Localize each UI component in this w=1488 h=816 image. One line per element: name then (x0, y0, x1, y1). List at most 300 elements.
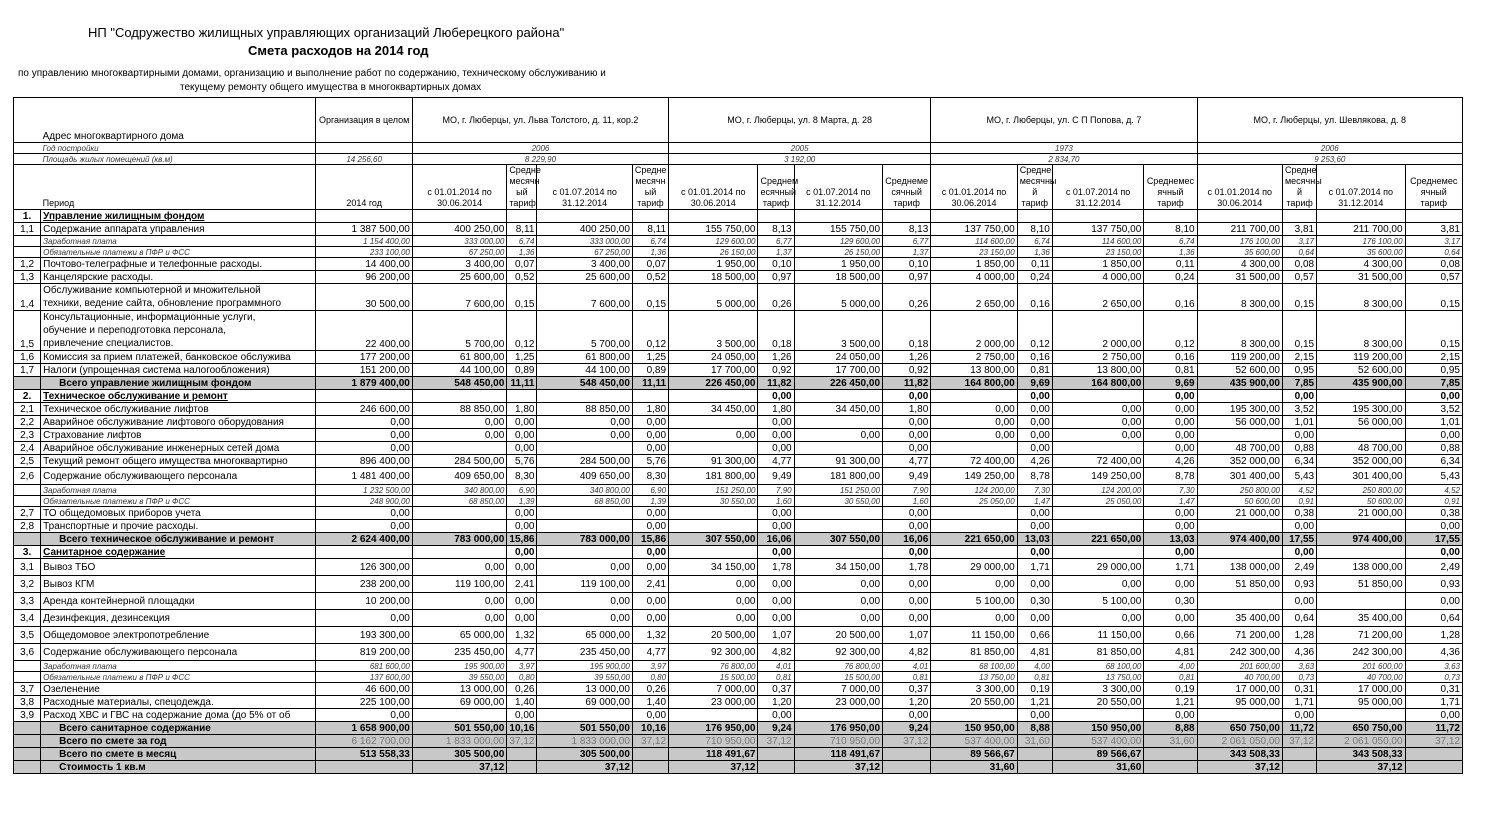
cell-value: 4,82 (883, 644, 931, 661)
cell-value (1197, 390, 1282, 403)
house-2-address: МО, г. Люберцы, ул. 8 Марта, д. 28 (669, 98, 931, 143)
cell-value: 284 500,00 (412, 455, 506, 468)
row-label: Санитарное содержание (41, 546, 316, 559)
cell-value: 65 000,00 (537, 627, 632, 644)
cell-value: 0,00 (632, 520, 668, 533)
cell-value: 0,92 (758, 364, 794, 377)
cell-value: 0,00 (1017, 390, 1052, 403)
cell-value: 3 500,00 (669, 311, 758, 351)
cell-value: 1,36 (1144, 247, 1197, 258)
row-label: Обязательные платежи в ПФР и ФСС (41, 496, 316, 507)
cell-value: 37,12 (1282, 735, 1316, 748)
cell-value (412, 709, 506, 722)
cell-value: 35 400,00 (1197, 610, 1282, 627)
detail-row (14, 247, 1463, 258)
cell-value: 92 300,00 (669, 644, 758, 661)
cell-value: 400 250,00 (412, 223, 506, 236)
cell-value: 0,00 (316, 709, 412, 722)
cell-value: 0,00 (1144, 429, 1197, 442)
cell-value: 114 600,00 (931, 236, 1017, 247)
row-number: 1,3 (14, 271, 41, 284)
cell-value: 0,00 (1282, 546, 1316, 559)
cell-value: 1,32 (632, 627, 668, 644)
cell-value (1317, 709, 1405, 722)
cell-value: 10,16 (632, 722, 668, 735)
cell-value (669, 442, 758, 455)
row-label: Аварийное обслуживание лифтового оборудования (41, 416, 316, 429)
cell-value: 0,64 (1405, 247, 1462, 258)
cell-value: 34 450,00 (794, 403, 882, 416)
cell-value: 13 000,00 (412, 683, 506, 696)
cell-value: 4,26 (1144, 455, 1197, 468)
cell-value (316, 390, 412, 403)
cell-value: 1,39 (507, 496, 537, 507)
cell-value: 129 600,00 (794, 236, 882, 247)
address-label: Адрес многоквартирного дома (41, 98, 316, 143)
cell-value: 242 300,00 (1197, 644, 1282, 661)
cell-value: 76 800,00 (794, 661, 882, 672)
cell-value: 0,88 (1405, 442, 1462, 455)
cell-value: 155 750,00 (794, 223, 882, 236)
house-4-tariff-2: Среднемес ячный тариф (1405, 165, 1462, 210)
row-number: 3,3 (14, 593, 41, 610)
cell-value (412, 210, 506, 223)
table-row (14, 610, 1463, 627)
cell-value: 37,12 (669, 761, 758, 774)
cell-value: 0,91 (1405, 496, 1462, 507)
cell-value: 1 850,00 (1052, 258, 1143, 271)
cell-value: 7,30 (1017, 485, 1052, 496)
cell-value (412, 442, 506, 455)
cell-value: 5,43 (1282, 468, 1316, 485)
cell-value: 114 600,00 (1052, 236, 1143, 247)
house-4-period-1: с 01.01.2014 по 30.06.2014 (1197, 165, 1282, 210)
cell-value: 20 550,00 (931, 696, 1017, 709)
cell-value: 1,01 (1282, 416, 1316, 429)
cell-value: 3,52 (1405, 403, 1462, 416)
row-number: 3,1 (14, 559, 41, 576)
cell-value: 6 162 700,00 (316, 735, 412, 748)
cell-value: 7,85 (1282, 377, 1316, 390)
cell-value: 221 650,00 (1052, 533, 1143, 546)
cell-value (412, 390, 506, 403)
row-number: 2. (14, 390, 41, 403)
cell-value: 8 300,00 (1197, 311, 1282, 351)
cell-value: 89 566,67 (931, 748, 1017, 761)
cell-value: 0,00 (1405, 390, 1462, 403)
cell-value: 151 250,00 (794, 485, 882, 496)
cell-value: 6,90 (632, 485, 668, 496)
cell-value: 0,00 (316, 429, 412, 442)
cell-value: 0,07 (507, 258, 537, 271)
row-number: 2,7 (14, 507, 41, 520)
cell-value: 51 850,00 (1197, 576, 1282, 593)
cell-value: 211 700,00 (1197, 223, 1282, 236)
cell-value: 34 450,00 (669, 403, 758, 416)
cell-value: 0,57 (1282, 271, 1316, 284)
cell-value: 15,86 (632, 533, 668, 546)
cell-value: 56 000,00 (1317, 416, 1405, 429)
cell-value: 0,00 (507, 507, 537, 520)
cell-value: 17 000,00 (1317, 683, 1405, 696)
cell-value: 195 900,00 (537, 661, 632, 672)
cell-value: 2,41 (507, 576, 537, 593)
cell-value: 0,81 (1017, 364, 1052, 377)
cell-value: 2,15 (1282, 351, 1316, 364)
cell-value: 1,20 (883, 696, 931, 709)
detail-row (14, 485, 1463, 496)
row-number: 3,9 (14, 709, 41, 722)
cell-value (794, 390, 882, 403)
cell-value: 1,78 (883, 559, 931, 576)
cell-value: 250 800,00 (1317, 485, 1405, 496)
row-number: 1,4 (14, 284, 41, 311)
cell-value: 650 750,00 (1197, 722, 1282, 735)
row-label: Управление жилищным фондом (41, 210, 316, 223)
cell-value: 225 100,00 (316, 696, 412, 709)
org-total-label: Организация в целом (316, 98, 412, 143)
cell-value (632, 761, 668, 774)
house-1-address: МО, г. Люберцы, ул. Льва Толстого, д. 11, кор.2 (412, 98, 668, 143)
cell-value: 2,49 (1405, 559, 1462, 576)
cell-value: 0,00 (883, 610, 931, 627)
cell-value: 0,80 (507, 672, 537, 683)
cell-value: 0,00 (1405, 429, 1462, 442)
cell-value: 4,00 (1144, 661, 1197, 672)
cell-value: 333 000,00 (412, 236, 506, 247)
row-label: Вывоз ТБО (41, 559, 316, 576)
table-row (14, 644, 1463, 661)
cell-value: 5 700,00 (537, 311, 632, 351)
cell-value: 1,36 (1017, 247, 1052, 258)
cell-value: 1 387 500,00 (316, 223, 412, 236)
row-label: Обязательные платежи в ПФР и ФСС (41, 247, 316, 258)
cell-value: 7,30 (1144, 485, 1197, 496)
row-number: 1,6 (14, 351, 41, 364)
cell-value: 181 800,00 (794, 468, 882, 485)
cell-value (883, 748, 931, 761)
cell-value: 301 400,00 (1197, 468, 1282, 485)
cell-value: 2 650,00 (931, 284, 1017, 311)
cell-value: 250 800,00 (1197, 485, 1282, 496)
period-year: 2014 год (316, 165, 412, 210)
cell-value: 11,82 (883, 377, 931, 390)
row-number (14, 236, 41, 247)
cell-value: 4 000,00 (1052, 271, 1143, 284)
cell-value: 0,93 (1282, 576, 1316, 593)
cell-value: 8,13 (883, 223, 931, 236)
cell-value (1144, 210, 1197, 223)
cell-value: 235 450,00 (412, 644, 506, 661)
cell-value: 2 061 050,00 (1317, 735, 1405, 748)
cell-value: 0,00 (1052, 416, 1143, 429)
house-4-area: 9 253,60 (1197, 154, 1462, 165)
table-row (14, 455, 1463, 468)
cell-value: 0,00 (883, 546, 931, 559)
row-label (41, 311, 316, 351)
row-number (14, 661, 41, 672)
cell-value: 29 000,00 (931, 559, 1017, 576)
cell-value: 1,26 (758, 351, 794, 364)
cell-value (537, 390, 632, 403)
cell-value: 0,00 (1405, 546, 1462, 559)
cell-value (1017, 210, 1052, 223)
cell-value: 23 000,00 (669, 696, 758, 709)
cell-value: 37,12 (794, 761, 882, 774)
document-title: Смета расходов на 2014 год (248, 43, 429, 58)
cell-value: 1,21 (1144, 696, 1197, 709)
cell-value: 0,00 (931, 403, 1017, 416)
row-number: 1,1 (14, 223, 41, 236)
cell-value: 0,00 (758, 507, 794, 520)
cell-value: 4,77 (507, 644, 537, 661)
cell-value: 37,12 (537, 761, 632, 774)
cell-value: 61 800,00 (537, 351, 632, 364)
table-row (14, 311, 1463, 351)
cell-value: 0,97 (883, 271, 931, 284)
row-label: Стоимость 1 кв.м (41, 761, 316, 774)
cell-value: 8 300,00 (1317, 284, 1405, 311)
cell-value (1317, 429, 1405, 442)
cell-value: 11 150,00 (1052, 627, 1143, 644)
cell-value: 5,43 (1405, 468, 1462, 485)
cell-value: 0,00 (632, 593, 668, 610)
cell-value: 2 750,00 (1052, 351, 1143, 364)
cell-value: 248 900,00 (316, 496, 412, 507)
cell-value: 681 600,00 (316, 661, 412, 672)
cell-value: 17,55 (1405, 533, 1462, 546)
cell-value: 0,00 (1144, 442, 1197, 455)
cell-value: 0,00 (632, 546, 668, 559)
cell-value: 7 000,00 (669, 683, 758, 696)
cell-value: 81 850,00 (1052, 644, 1143, 661)
cell-value: 17 700,00 (669, 364, 758, 377)
row-label-line: привлечение специалистов. (43, 338, 174, 349)
cell-value: 0,10 (883, 258, 931, 271)
cell-value: 34 150,00 (794, 559, 882, 576)
cell-value: 8,10 (1144, 223, 1197, 236)
row-label: Заработная плата (41, 661, 316, 672)
cell-value: 0,52 (632, 271, 668, 284)
cell-value: 3,97 (507, 661, 537, 672)
cell-value: 0,00 (507, 429, 537, 442)
cell-value: 137 600,00 (316, 672, 412, 683)
cell-value: 72 400,00 (1052, 455, 1143, 468)
cell-value: 0,11 (1144, 258, 1197, 271)
cell-value: 0,31 (1282, 683, 1316, 696)
cell-value: 0,00 (1144, 546, 1197, 559)
cell-value: 238 200,00 (316, 576, 412, 593)
cell-value: 8,30 (632, 468, 668, 485)
cell-value: 15,86 (507, 533, 537, 546)
cell-value: 8,10 (1017, 223, 1052, 236)
cell-value: 0,81 (883, 672, 931, 683)
table-row (14, 284, 1463, 311)
area-label: Площадь жилых помещений (кв.м) (41, 154, 316, 165)
row-label: Всего по смете в месяц (41, 748, 316, 761)
row-label: Почтово-телеграфные и телефонные расходы. (41, 258, 316, 271)
cell-value: 8,11 (632, 223, 668, 236)
house-4-tariff-1: Средне месячны й тариф (1282, 165, 1316, 210)
cell-value: 0,57 (1405, 271, 1462, 284)
cell-value: 1,80 (758, 403, 794, 416)
cell-value: 9,49 (883, 468, 931, 485)
cell-value: 164 800,00 (1052, 377, 1143, 390)
cell-value (794, 507, 882, 520)
cell-value: 0,00 (1017, 709, 1052, 722)
cell-value: 9,49 (758, 468, 794, 485)
row-number: 3,6 (14, 644, 41, 661)
cell-value: 37,12 (883, 735, 931, 748)
row-label: Содержание аппарата управления (41, 223, 316, 236)
cell-value: 0,95 (1282, 364, 1316, 377)
cell-value (1052, 520, 1143, 533)
cell-value: 409 650,00 (412, 468, 506, 485)
house-1-period-1: с 01.01.2014 по 30.06.2014 (412, 165, 506, 210)
cell-value: 181 800,00 (669, 468, 758, 485)
cell-value: 0,00 (537, 610, 632, 627)
cell-value: 0,00 (1017, 520, 1052, 533)
cell-value: 0,00 (507, 610, 537, 627)
cell-value: 16,06 (883, 533, 931, 546)
cell-value: 138 000,00 (1197, 559, 1282, 576)
cell-value (669, 520, 758, 533)
cell-value: 0,00 (669, 429, 758, 442)
cell-value: 783 000,00 (412, 533, 506, 546)
cell-value: 0,00 (537, 559, 632, 576)
row-number (14, 377, 41, 390)
cell-value: 0,00 (883, 520, 931, 533)
cell-value: 235 450,00 (537, 644, 632, 661)
row-label: Всего по смете за год (41, 735, 316, 748)
cell-value: 67 250,00 (412, 247, 506, 258)
table-row (14, 593, 1463, 610)
house-3-address: МО, г. Люберцы, ул. С П Попова, д. 7 (931, 98, 1197, 143)
cell-value (931, 520, 1017, 533)
house-3-period-1: с 01.01.2014 по 30.06.2014 (931, 165, 1017, 210)
cell-value: 40 700,00 (1197, 672, 1282, 683)
cell-value: 11,82 (758, 377, 794, 390)
cell-value: 4,00 (1017, 661, 1052, 672)
cell-value: 0,97 (758, 271, 794, 284)
cell-value: 548 450,00 (412, 377, 506, 390)
cell-value: 0,00 (537, 416, 632, 429)
cell-value: 0,30 (1017, 593, 1052, 610)
cell-value: 0,12 (1017, 311, 1052, 351)
cell-value (794, 709, 882, 722)
cell-value: 4,52 (1282, 485, 1316, 496)
house-3-period-2: с 01.07.2014 по 31.12.2014 (1052, 165, 1143, 210)
cell-value (1405, 748, 1462, 761)
cell-value: 11,72 (1405, 722, 1462, 735)
house-1-tariff-1: Средне месячн ый тариф (507, 165, 537, 210)
row-number: 3,4 (14, 610, 41, 627)
cell-value: 76 800,00 (669, 661, 758, 672)
cell-value: 68 850,00 (537, 496, 632, 507)
row-number: 2,2 (14, 416, 41, 429)
cell-value: 501 550,00 (537, 722, 632, 735)
cell-value: 211 700,00 (1317, 223, 1405, 236)
cell-value: 710 950,00 (794, 735, 882, 748)
cell-value: 37,12 (507, 735, 537, 748)
cell-value: 34 150,00 (669, 559, 758, 576)
cell-value: 0,81 (758, 672, 794, 683)
cell-value: 177 200,00 (316, 351, 412, 364)
cell-value: 0,00 (632, 416, 668, 429)
table-row (14, 416, 1463, 429)
cell-value: 8,13 (758, 223, 794, 236)
cell-value: 6,74 (1017, 236, 1052, 247)
cell-value: 1,28 (1282, 627, 1316, 644)
cell-value: 0,00 (1017, 546, 1052, 559)
cell-value: 0,00 (1144, 507, 1197, 520)
cell-value: 0,00 (632, 507, 668, 520)
cell-value: 30 500,00 (316, 284, 412, 311)
cell-value (1197, 210, 1282, 223)
cell-value: 0,16 (1017, 351, 1052, 364)
cell-value: 4 300,00 (1317, 258, 1405, 271)
cell-value: 48 700,00 (1197, 442, 1282, 455)
cell-value: 0,15 (1282, 311, 1316, 351)
cell-value: 195 300,00 (1317, 403, 1405, 416)
cell-value: 72 400,00 (931, 455, 1017, 468)
cell-value: 176 950,00 (794, 722, 882, 735)
house-1-tariff-2: Средне месячн ый тариф (632, 165, 668, 210)
cell-value: 0,24 (1017, 271, 1052, 284)
row-label: Всего санитарное содержание (41, 722, 316, 735)
cell-value: 6,74 (507, 236, 537, 247)
cell-value: 0,00 (1282, 593, 1316, 610)
cell-value: 129 600,00 (669, 236, 758, 247)
cell-value: 71 200,00 (1317, 627, 1405, 644)
cell-value: 4,01 (883, 661, 931, 672)
cell-value: 20 550,00 (1052, 696, 1143, 709)
cell-value: 1 879 400,00 (316, 377, 412, 390)
house-2-year: 2005 (669, 143, 931, 154)
cell-value (316, 761, 412, 774)
cell-value: 3 300,00 (931, 683, 1017, 696)
cell-value: 1,07 (758, 627, 794, 644)
cell-value: 340 800,00 (412, 485, 506, 496)
cell-value: 783 000,00 (537, 533, 632, 546)
row-number (14, 722, 41, 735)
cell-value (669, 507, 758, 520)
cell-value: 15 500,00 (669, 672, 758, 683)
total-row (14, 722, 1463, 735)
detail-row (14, 236, 1463, 247)
cell-value: 0,16 (1017, 284, 1052, 311)
year-built-label: Год постройки (41, 143, 316, 154)
cell-value: 1,60 (758, 496, 794, 507)
cell-value (794, 210, 882, 223)
cell-value: 7 000,00 (794, 683, 882, 696)
cell-value: 37,12 (758, 735, 794, 748)
row-label: Техническое обслуживание и ремонт (41, 390, 316, 403)
cell-value: 0,00 (883, 709, 931, 722)
cell-value (507, 390, 537, 403)
cell-value: 164 800,00 (931, 377, 1017, 390)
cell-value: 2,49 (1282, 559, 1316, 576)
cell-value: 5,76 (632, 455, 668, 468)
cell-value: 7 600,00 (412, 284, 506, 311)
cell-value: 21 000,00 (1197, 507, 1282, 520)
cell-value: 0,00 (669, 593, 758, 610)
cell-value: 37,12 (1317, 761, 1405, 774)
cell-value (669, 546, 758, 559)
area-total: 14 256,60 (316, 154, 412, 165)
cell-value: 307 550,00 (669, 533, 758, 546)
cell-value (931, 507, 1017, 520)
